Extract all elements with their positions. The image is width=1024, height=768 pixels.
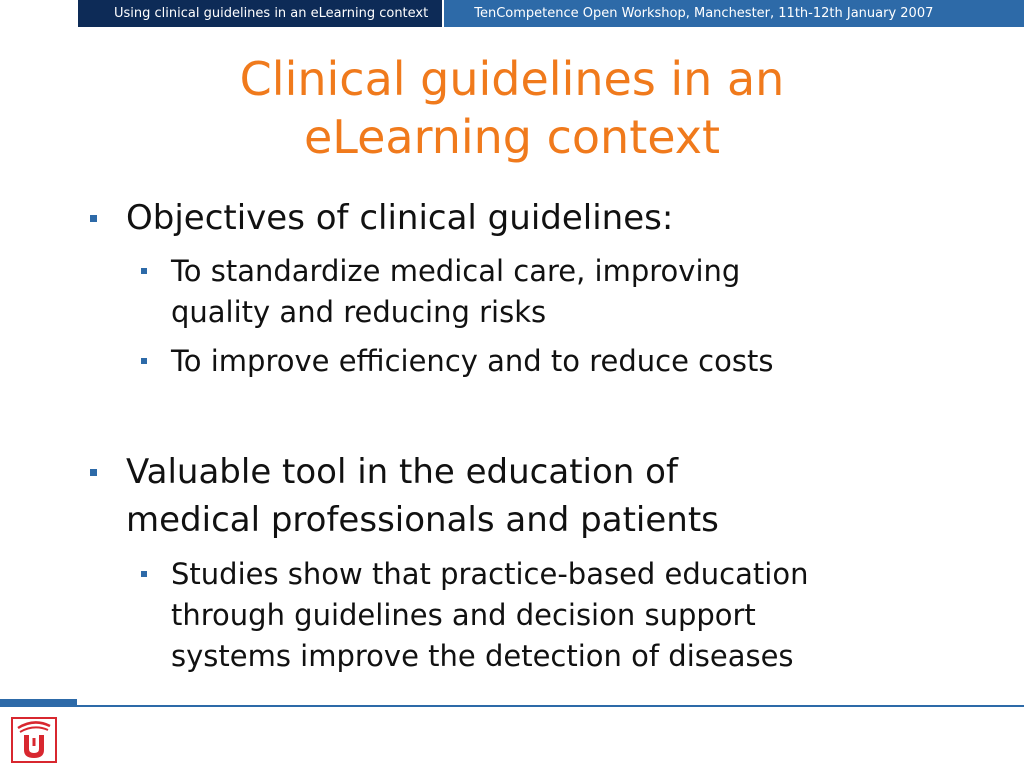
bullet-2-sub-1-line-3: systems improve the detection of diseases <box>171 639 794 673</box>
bullet-1-sub-1-line-2: quality and reducing risks <box>171 295 547 329</box>
bullet-1-sub-1-line-1: To standardize medical care, improving <box>171 254 741 288</box>
bullet-marker-icon <box>90 215 97 222</box>
header-presentation-title: Using clinical guidelines in an eLearning context <box>78 0 442 27</box>
bullet-1-sub-2-line-1: To improve efficiency and to reduce costs <box>171 344 774 378</box>
footer-accent-bar <box>0 699 77 707</box>
university-logo-icon <box>10 716 58 764</box>
bullet-2-sub-1-line-1: Studies show that practice-based education <box>171 557 809 591</box>
sub-bullet-marker-icon <box>141 358 147 364</box>
header-event-info: TenCompetence Open Workshop, Manchester, 11th-12th January 2007 <box>444 0 1024 27</box>
sub-bullet-marker-icon <box>141 268 147 274</box>
bullet-1-line-1: Objectives of clinical guidelines: <box>126 198 674 238</box>
bullet-marker-icon <box>90 469 97 476</box>
bullet-2-line-2: medical professionals and patients <box>126 500 719 540</box>
bullet-2-line-1: Valuable tool in the education of <box>126 452 678 492</box>
sub-bullet-marker-icon <box>141 571 147 577</box>
slide-title-line-1: Clinical guidelines in an <box>239 52 785 106</box>
bullet-2-sub-1-line-2: through guidelines and decision support <box>171 598 756 632</box>
slide-title-line-2: eLearning context <box>304 110 720 164</box>
footer-divider <box>77 705 1024 707</box>
